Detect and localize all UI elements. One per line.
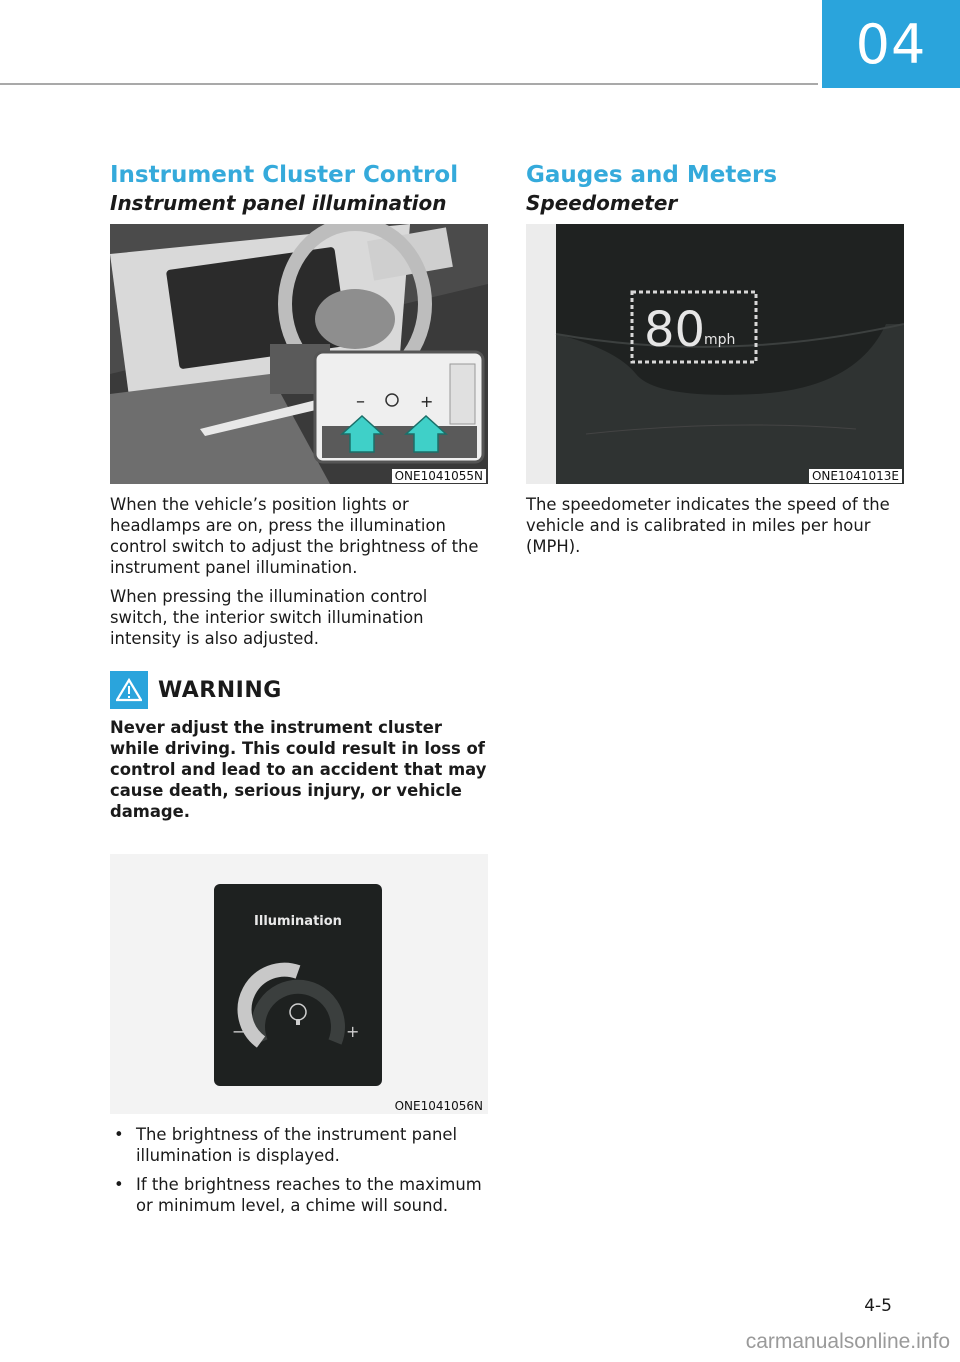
bullet-list [110, 1124, 488, 1216]
warning-header [110, 671, 488, 709]
header-rule [0, 83, 818, 85]
warning-label: WARNING [158, 677, 282, 703]
watermark: carmanualsonline.info [745, 1330, 950, 1353]
figure-code: ONE1041055N [392, 469, 486, 483]
speed-unit: mph [704, 332, 736, 348]
list-item: • The brightness of the instrument panel illumination is displayed. [114, 1125, 458, 1165]
speedometer-illustration [526, 224, 904, 484]
page-number: 4-5 [864, 1296, 892, 1316]
figure-code: ONE1041056N [394, 1099, 483, 1113]
brightness-minus-label: − [232, 1022, 246, 1041]
paragraph-illumination-2: When pressing the illumination control switch, the interior switch illumination intensity is also adjusted. [110, 587, 428, 648]
paragraph-speedometer: The speedometer indicates the speed of the vehicle and is calibrated in miles per hour (MPH). [526, 495, 890, 556]
section-title-gauges: Gauges and Meters [526, 162, 778, 188]
dashboard-illustration [110, 224, 488, 484]
chapter-tab: 04 [822, 0, 960, 88]
brightness-arc [214, 884, 382, 1086]
illumination-screen-title: Illumination [254, 914, 342, 929]
subsection-title-illumination: Instrument panel illumination [110, 191, 447, 215]
right-column [526, 160, 904, 557]
paragraph-illumination-1: When the vehicle’s position lights or headlamps are on, press the illumination control switch to adjust the brightness of the instrument panel illumination. [110, 495, 479, 577]
svg-text:+: + [420, 392, 434, 411]
illumination-screen [214, 884, 382, 1086]
subsection-title-speedometer: Speedometer [526, 191, 678, 215]
figure-speedometer [526, 224, 904, 484]
figure-dashboard-illumination [110, 224, 488, 484]
warning-text: Never adjust the instrument cluster while driving. This could result in loss of control and lead to an accident that may cause death, serious injury, or vehicle damage. [110, 718, 487, 821]
figure-illumination-screen [110, 854, 488, 1114]
warning-triangle-icon [110, 671, 148, 709]
figure-code: ONE1041013E [809, 469, 902, 483]
svg-text:–: – [356, 391, 365, 412]
brightness-plus-label: + [346, 1022, 360, 1041]
speed-value: 80 [644, 302, 706, 358]
section-title-instrument-cluster: Instrument Cluster Control [110, 162, 459, 188]
left-column [110, 160, 488, 1224]
list-item: • If the brightness reaches to the maximum or minimum level, a chime will sound. [114, 1175, 482, 1215]
